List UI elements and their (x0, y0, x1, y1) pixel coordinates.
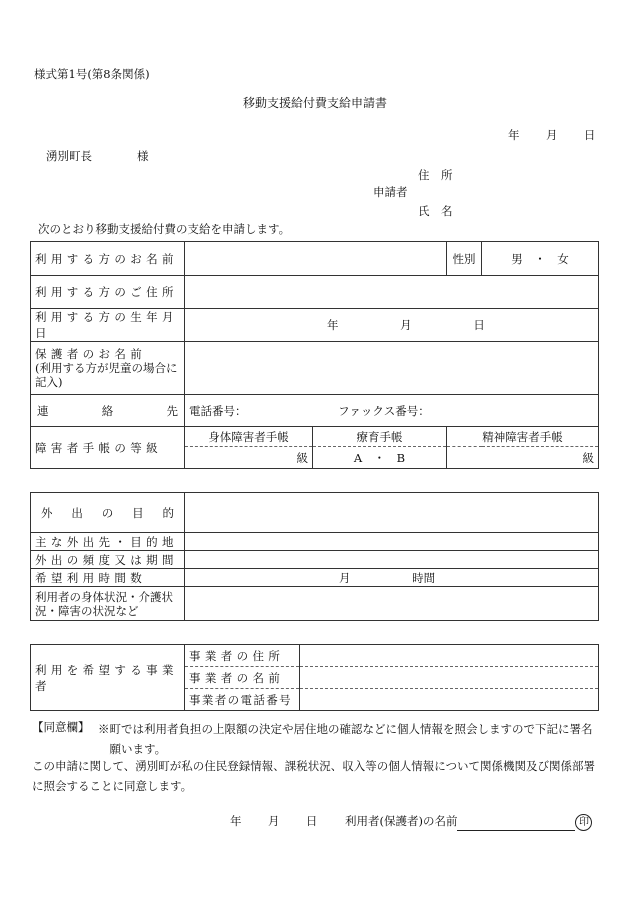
user-name-label: 利用する方のお名前 (31, 242, 185, 276)
user-address-field[interactable] (185, 276, 599, 309)
provider-phone-label: 事業者の電話番号 (185, 689, 300, 711)
guardian-note: (利用する方が児童の場合に記入) (35, 361, 178, 389)
intro-text: 次のとおり移動支援給付費の支給を申請します。 (38, 222, 291, 236)
birth-month-unit: 月 (400, 318, 412, 332)
birth-year-unit: 年 (327, 318, 339, 332)
contact-field[interactable] (185, 395, 599, 427)
handbook-label: 障害者手帳の等級 (31, 427, 185, 469)
gender-label: 性別 (447, 242, 482, 276)
form-title: 移動支援給付費支給申請書 (242, 96, 387, 110)
condition-field[interactable] (185, 587, 599, 621)
consent-body: この申請に関して、湧別町が私の住民登録情報、課税状況、収入等の個人情報について関係機関及び関係部署に照会することに同意します。 (32, 759, 596, 793)
guardian-name-field[interactable] (185, 342, 599, 395)
mental-grade-field[interactable] (447, 447, 599, 469)
month-unit: 月 (339, 570, 351, 585)
rehab-handbook-header: 療育手帳 (313, 427, 447, 447)
provider-name-field[interactable] (300, 667, 599, 689)
destination-label: 主な外出先・目的地 (31, 533, 185, 551)
guardian-label-cell (31, 342, 185, 395)
hours-unit: 時間 (412, 570, 436, 585)
birth-day-unit: 日 (473, 318, 485, 332)
frequency-label: 外出の頻度又は期間 (31, 551, 185, 569)
phone-label: 電話番号： (189, 403, 247, 418)
applicant-label: 申請者 (373, 185, 408, 199)
guardian-label: 保護者のお名前 (35, 347, 147, 361)
mental-handbook-header: 精神障害者手帳 (447, 427, 599, 447)
signer-area (345, 813, 592, 831)
physical-grade-field[interactable] (185, 447, 313, 469)
user-name-field[interactable] (185, 242, 447, 276)
purpose-field[interactable] (185, 493, 599, 533)
hours-field[interactable] (185, 569, 599, 587)
destination-field[interactable] (185, 533, 599, 551)
applicant-address-label: 住 所 (418, 168, 453, 182)
provider-label: 利用を希望する事業者 (31, 645, 185, 711)
frequency-field[interactable] (185, 551, 599, 569)
birthdate-label: 利用する方の生年月日 (31, 309, 185, 342)
gender-options[interactable]: 男 ・ 女 (482, 242, 599, 276)
provider-name-label: 事業者の名前 (185, 667, 300, 689)
applicant-name-label: 氏 名 (418, 204, 453, 218)
application-date: 年 月 日 (508, 128, 597, 142)
fax-label: ファックス番号： (338, 403, 430, 418)
consent-note: ※町では利用者負担の上限額の決定や居住地の確認などに個人情報を照会しますので下記に署名願います。 (98, 722, 593, 756)
provider-address-label: 事業者の住所 (185, 645, 300, 667)
mental-grade-suffix: 級 (582, 450, 594, 465)
addressee: 湧別町長 (46, 149, 92, 163)
signer-label: 利用者(保護者)の名前 (345, 814, 458, 828)
outing-info-table (30, 492, 599, 621)
consent-heading: 【同意欄】 (32, 720, 90, 734)
provider-address-field[interactable] (300, 645, 599, 667)
purpose-label-cell: 外 出 の 目 的 (31, 493, 185, 533)
contact-label-cell: 連 絡 先 (31, 395, 185, 427)
provider-table (30, 644, 599, 711)
physical-handbook-header: 身体障害者手帳 (185, 427, 313, 447)
consent-date: 年 月 日 (230, 814, 319, 828)
form-number: 様式第1号(第8条関係) (34, 67, 150, 81)
provider-phone-field[interactable] (300, 689, 599, 711)
condition-label: 利用者の身体状況・介護状況・障害の状況など (31, 587, 185, 621)
user-address-label: 利用する方のご住所 (31, 276, 185, 309)
seal-icon: 印 (575, 814, 592, 831)
rehab-grade-options[interactable]: A ・ B (313, 447, 447, 469)
birthdate-field[interactable] (185, 309, 599, 342)
honorific: 様 (137, 149, 149, 163)
applicant-info-table (30, 241, 599, 469)
hours-label: 希望利用時間数 (31, 569, 185, 587)
physical-grade-suffix: 級 (296, 450, 308, 465)
signature-line[interactable] (457, 817, 575, 831)
